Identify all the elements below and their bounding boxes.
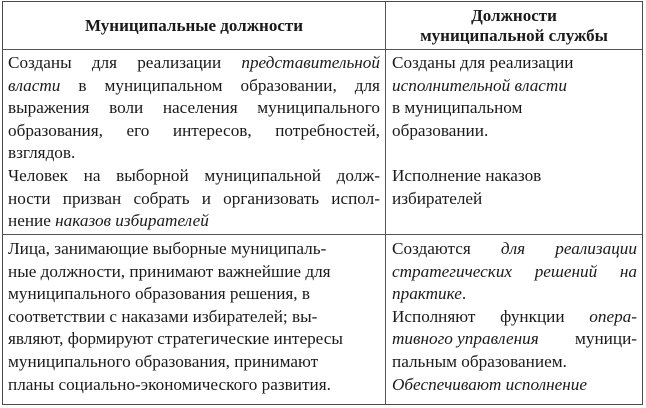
row1-left-cell — [8, 52, 380, 233]
column-divider — [385, 2, 386, 404]
text-line: Созданы для реализации представительной — [8, 53, 380, 72]
text-line: Исполнение наказов — [392, 165, 542, 185]
header-municipal-positions — [3, 2, 385, 49]
text-line: Лица, занимающие выборные муниципаль- — [8, 239, 327, 258]
comparison-table — [2, 1, 643, 405]
text-line: ности призван собрать и организовать испол- — [8, 188, 380, 208]
text-line: соответствии с наказами избирателей; вы- — [8, 306, 318, 326]
text-line: муниципального образования, принимают — [8, 351, 319, 371]
text-line: взглядов. — [8, 143, 76, 163]
text-line: исполнительной власти — [392, 75, 567, 95]
header-municipal-service-positions — [386, 2, 642, 49]
header-right-line1: Должности — [471, 5, 557, 25]
text-line: Человек на выборной муниципальной долж- — [8, 165, 380, 185]
text-line: образования, его интересов, потребностей, — [8, 120, 380, 140]
text-line: являют, формируют стратегические интересы — [8, 329, 343, 349]
row-divider — [3, 234, 642, 235]
text-line: муниципального образования решения, в — [8, 284, 311, 304]
row2-left-cell — [8, 238, 380, 396]
text-line: планы социально-экономического развития. — [8, 374, 331, 394]
text-line: образовании. — [392, 120, 489, 140]
text-line: в муниципальном — [392, 98, 523, 118]
header-divider — [3, 49, 642, 50]
header-right-line2: муниципальной службы — [420, 25, 608, 45]
text-line: Создаются для реализации — [392, 239, 637, 258]
text-line: нение наказов избирателей — [8, 211, 209, 231]
text-line: тивного управления муници- — [392, 329, 637, 349]
text-line: Обеспечивают исполнение — [392, 374, 588, 394]
text-line: практике. — [392, 284, 467, 304]
text-line: выражения воли населения муниципального — [8, 98, 380, 118]
text-line: ные должности, принимают важнейшие для — [8, 261, 331, 281]
row2-right-cell — [392, 238, 637, 396]
header-left-text: Муниципальные должности — [84, 15, 304, 35]
row1-right-cell — [392, 52, 637, 210]
text-line: избирателей — [392, 188, 483, 208]
text-line: Созданы для реализации — [392, 53, 574, 72]
spacer — [392, 142, 637, 165]
text-line: власти в муниципальном образовании, для — [8, 75, 380, 95]
text-line: Исполняют функции опера- — [392, 306, 637, 326]
text-line: стратегических решений на — [392, 261, 637, 281]
text-line: пальным образованием. — [392, 351, 567, 371]
